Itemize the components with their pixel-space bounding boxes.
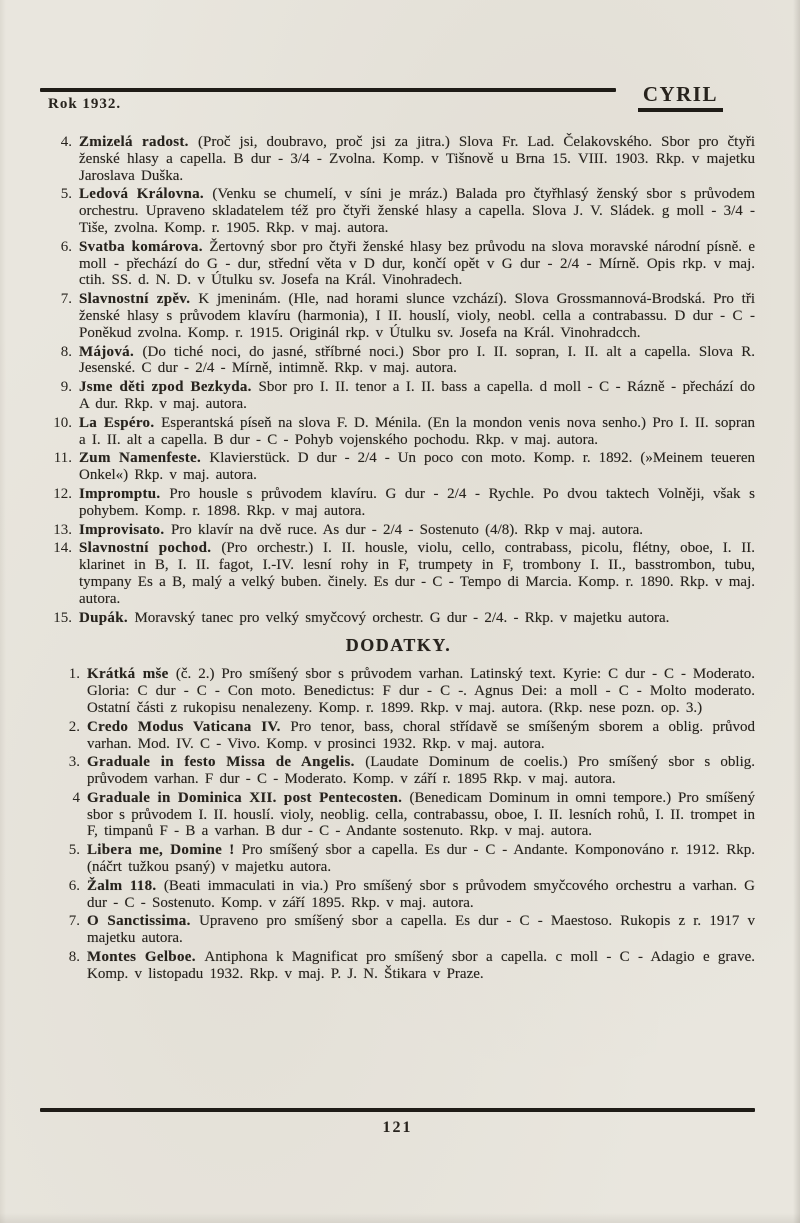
item-title: Slavnostní zpěv. (79, 291, 199, 308)
item-number: 6. (60, 238, 72, 255)
item-number: 1. (68, 666, 80, 683)
item-text: Zum Namenfeste. Klavierstück. D dur - 2/4 - Un poco con moto. Komp. r. 1892. (»Meinem teueren Onkel«) Rkp. v maj. autora. (79, 450, 755, 484)
item-text: Ledová Královna. (Venku se chumelí, v síni je mráz.) Balada pro čtyřhlasý ženský sbor s průvodem orchestru. Upraveno skladatelem též pro čtyři ženské hlasy a capella. Slova J. V. Sládek. g moll - 3/4 - Tiše, zvolna. Komp. r. 1905. Rkp. v maj. autora. (79, 186, 755, 236)
item-number: 14. (53, 540, 72, 557)
item-text: Impromptu. Pro housle s průvodem klavíru. G dur - 2/4 - Rychle. Po dvou taktech Volněji, však s pohybem. Komp. r. 1898. Rkp. v maj autora. (79, 485, 755, 519)
works-list-dodatky (42, 666, 755, 982)
item-text: La Espéro. Esperantská píseň na slova F. D. Ménila. (En la mondon venis nova senho.) Pro I. II. sopran a I. II. alt a capella. B dur - C - Pohyb vojenského pochodu. Rkp. v maj. autora. (79, 414, 755, 448)
item-number: 5. (68, 842, 80, 859)
item-number: 15. (53, 609, 72, 626)
item-text: Slavnostní pochod. (Pro orchestr.) I. II. housle, violu, cello, contrabass, picolu, flétny, oboe, I. II. klarinet in B, I. II. fagot, I.-IV. lesní rohy in F, trumpety in F, trombony I. II., basstrombon, tubu, tympany Es a B, malý a velký buben. činely. Es dur - C - Tempo di Marcia. Komp. r. 1890. Rkp. v maj. autora. (79, 540, 755, 607)
item-title: Májová. (79, 343, 143, 360)
list-item (42, 450, 755, 484)
list-item (42, 239, 755, 289)
item-title: Krátká mše (87, 666, 176, 683)
item-text: Libera me, Domine ! Pro smíšený sbor a capella. Es dur - C - Andante. Komponováno r. 1912. Rkp. (náčrt tužkou psaný) v majetku autora. (87, 842, 755, 876)
list-item (50, 949, 755, 983)
item-text: Graduale in festo Missa de Angelis. (Laudate Dominum de coelis.) Pro smíšený sbor s oblig. průvodem varhan. F dur - C - Moderato. Komp. v září r. 1895 Rkp. v maj. autora. (87, 754, 755, 788)
item-title: Montes Gelboe. (87, 949, 205, 966)
header-year-label: Rok 1932. (48, 96, 122, 112)
item-text: Žalm 118. (Beati immaculati in via.) Pro smíšený sbor s průvodem smyčcového orchestru a varhan. G dur - C - Sostenuto. Komp. v září 1895. Rkp. v maj. autora. (87, 877, 756, 911)
header-rule (40, 88, 616, 92)
page-number: 121 (382, 1119, 413, 1136)
list-item (50, 878, 755, 912)
item-text: Improvisato. Pro klavír na dvě ruce. As dur - 2/4 - Sostenuto (4/8). Rkp v maj. autora. (79, 521, 643, 538)
journal-title: CYRIL (638, 82, 723, 112)
item-title: Svatba komárova. (79, 238, 210, 255)
item-number: 7. (68, 913, 80, 930)
item-title: Dupák. (79, 609, 135, 626)
item-title: Graduale in festo Missa de Angelis. (87, 754, 366, 771)
item-text: Slavnostní zpěv. K jmeninám. (Hle, nad horami slunce vzchází). Slova Grossmannová-Brodská. Pro tři ženské hlasy s průvodem klavíru (harmonia), I II. houslí, violy, neobl. cella a contrabassu. D dur - C - Poněkud zvolna. Komp. r. 1915. Originál rkp. v Útulku sv. Josefa na Král. Vinohradcch. (79, 291, 755, 341)
item-number: 8. (68, 949, 80, 966)
item-title: Libera me, Domine ! (87, 842, 242, 859)
item-text: O Sanctissima. Upraveno pro smíšený sbor a capella. Es dur - C - Maestoso. Rukopis z r. 1917 v majetku autora. (87, 913, 755, 947)
item-number: 13. (53, 521, 72, 538)
item-text: Svatba komárova. Žertovný sbor pro čtyři ženské hlasy bez průvodu na slova moravské národní písně. e moll - přechází do G - dur, střední věta v D dur, končí opět v G dur - 2/4 - Mírně. Opis rkp. v maj. ctih. SS. d. N. D. v Útulku sv. Josefa na Král. Vinohradech. (79, 238, 755, 289)
list-item (42, 186, 755, 236)
item-title: Jsme děti zpod Bezkyda. (79, 379, 259, 396)
item-text: Credo Modus Vaticana IV. Pro tenor, bass, choral střídavě se smíšeným sborem a oblig. průvod varhan. Mod. IV. C - Vivo. Komp. v prosinci 1932. Rkp. v maj. autora. (87, 718, 755, 752)
item-number: 9. (60, 379, 72, 396)
item-text: Dupák. Moravský tanec pro velký smyčcový orchestr. G dur - 2/4. - Rkp. v majetku autora. (79, 609, 670, 626)
page-header (42, 82, 755, 124)
item-number: 6. (68, 877, 80, 894)
item-text: Májová. (Do tiché noci, do jasné, stříbrné noci.) Sbor pro I. II. sopran, I. II. alt a capella. Slova R. Jesenské. C dur - 2/4 - Mírně, intimně. Rkp. v maj. autora. (79, 343, 755, 377)
item-number: 4. (60, 134, 72, 150)
item-title: Credo Modus Vaticana IV. (87, 718, 291, 735)
item-number: 4 (72, 789, 80, 806)
item-number: 12. (53, 485, 72, 502)
list-item (42, 344, 755, 378)
item-title: Improvisato. (79, 521, 171, 538)
item-text: Montes Gelboe. Antiphona k Magnificat pro smíšený sbor a capella. c moll - C - Adagio e grave. Komp. v listopadu 1932. Rkp. v maj. P. J. N. Štikara v Praze. (87, 949, 755, 982)
item-number: 5. (60, 186, 72, 203)
list-item (42, 291, 755, 341)
item-number: 7. (60, 291, 72, 308)
item-number: 10. (53, 414, 72, 431)
item-text: Krátká mše (č. 2.) Pro smíšený sbor s průvodem varhan. Latinský text. Kyrie: C dur - C - Moderato. Gloria: C dur - C - Con moto. Benedictus: F dur - C -. Agnus Dei: a moll - C - Molto moderato. Ostatní části z rukopisu nenalezeny. Komp. r. 1899. Rkp. v maj. autora. (Rkp. nese pozn. op. 3.) (87, 666, 756, 716)
list-item (50, 719, 755, 753)
item-title: Zmizelá radost. (79, 134, 199, 150)
item-title: Graduale in Dominica XII. post Pentecosten. (87, 789, 410, 806)
item-text: Graduale in Dominica XII. post Pentecosten. (Benedicam Dominum in omni tempore.) Pro smíšený sbor s průvodem I. II. houslí. violy, neoblig. cella, contrabassu, oboe, I. II. lesních rohů, I. II. trompet in F, timpanů F - B a varhan. B dur - C - Andante sostenuto. Rkp. v maj. autora. (87, 789, 755, 840)
item-text: Zmizelá radost. (Proč jsi, doubravo, proč jsi za jitra.) Slova Fr. Lad. Čelakovského. Sbor pro čtyři ženské hlasy a capella. B dur - 3/4 - Zvolna. Komp. v Tišnově u Brna 15. VIII. 1903. Rkp. v majetku Jaroslava Duška. (79, 134, 755, 184)
list-item (42, 486, 755, 520)
list-item (50, 913, 755, 947)
list-item (42, 379, 755, 413)
item-title: O Sanctissima. (87, 913, 200, 930)
item-text: Jsme děti zpod Bezkyda. Sbor pro I. II. tenor a I. II. bass a capella. d moll - C - Rázně - přechází do A dur. Rkp. v maj. autora. (79, 379, 755, 412)
item-number: 2. (68, 718, 80, 735)
list-item (50, 666, 755, 716)
page-footer (40, 1108, 755, 1137)
list-item (50, 790, 755, 840)
dodatky-heading: DODATKY. (345, 635, 452, 656)
item-number: 11. (53, 450, 72, 467)
item-title: Slavnostní pochod. (79, 540, 222, 557)
list-item (42, 522, 755, 539)
item-title: Ledová Královna. (79, 186, 213, 203)
list-item (42, 415, 755, 449)
item-title: Žalm 118. (87, 877, 164, 894)
list-item (42, 540, 755, 607)
footer-rule (40, 1108, 755, 1112)
list-item (50, 842, 755, 876)
item-title: Zum Namenfeste. (79, 450, 210, 467)
works-list-1932 (42, 134, 755, 626)
list-item (42, 610, 755, 627)
list-item (50, 754, 755, 788)
item-title: Impromptu. (79, 485, 170, 502)
item-number: 3. (68, 754, 80, 771)
item-title: La Espéro. (79, 414, 162, 431)
item-number: 8. (60, 343, 72, 360)
list-item (42, 134, 755, 184)
